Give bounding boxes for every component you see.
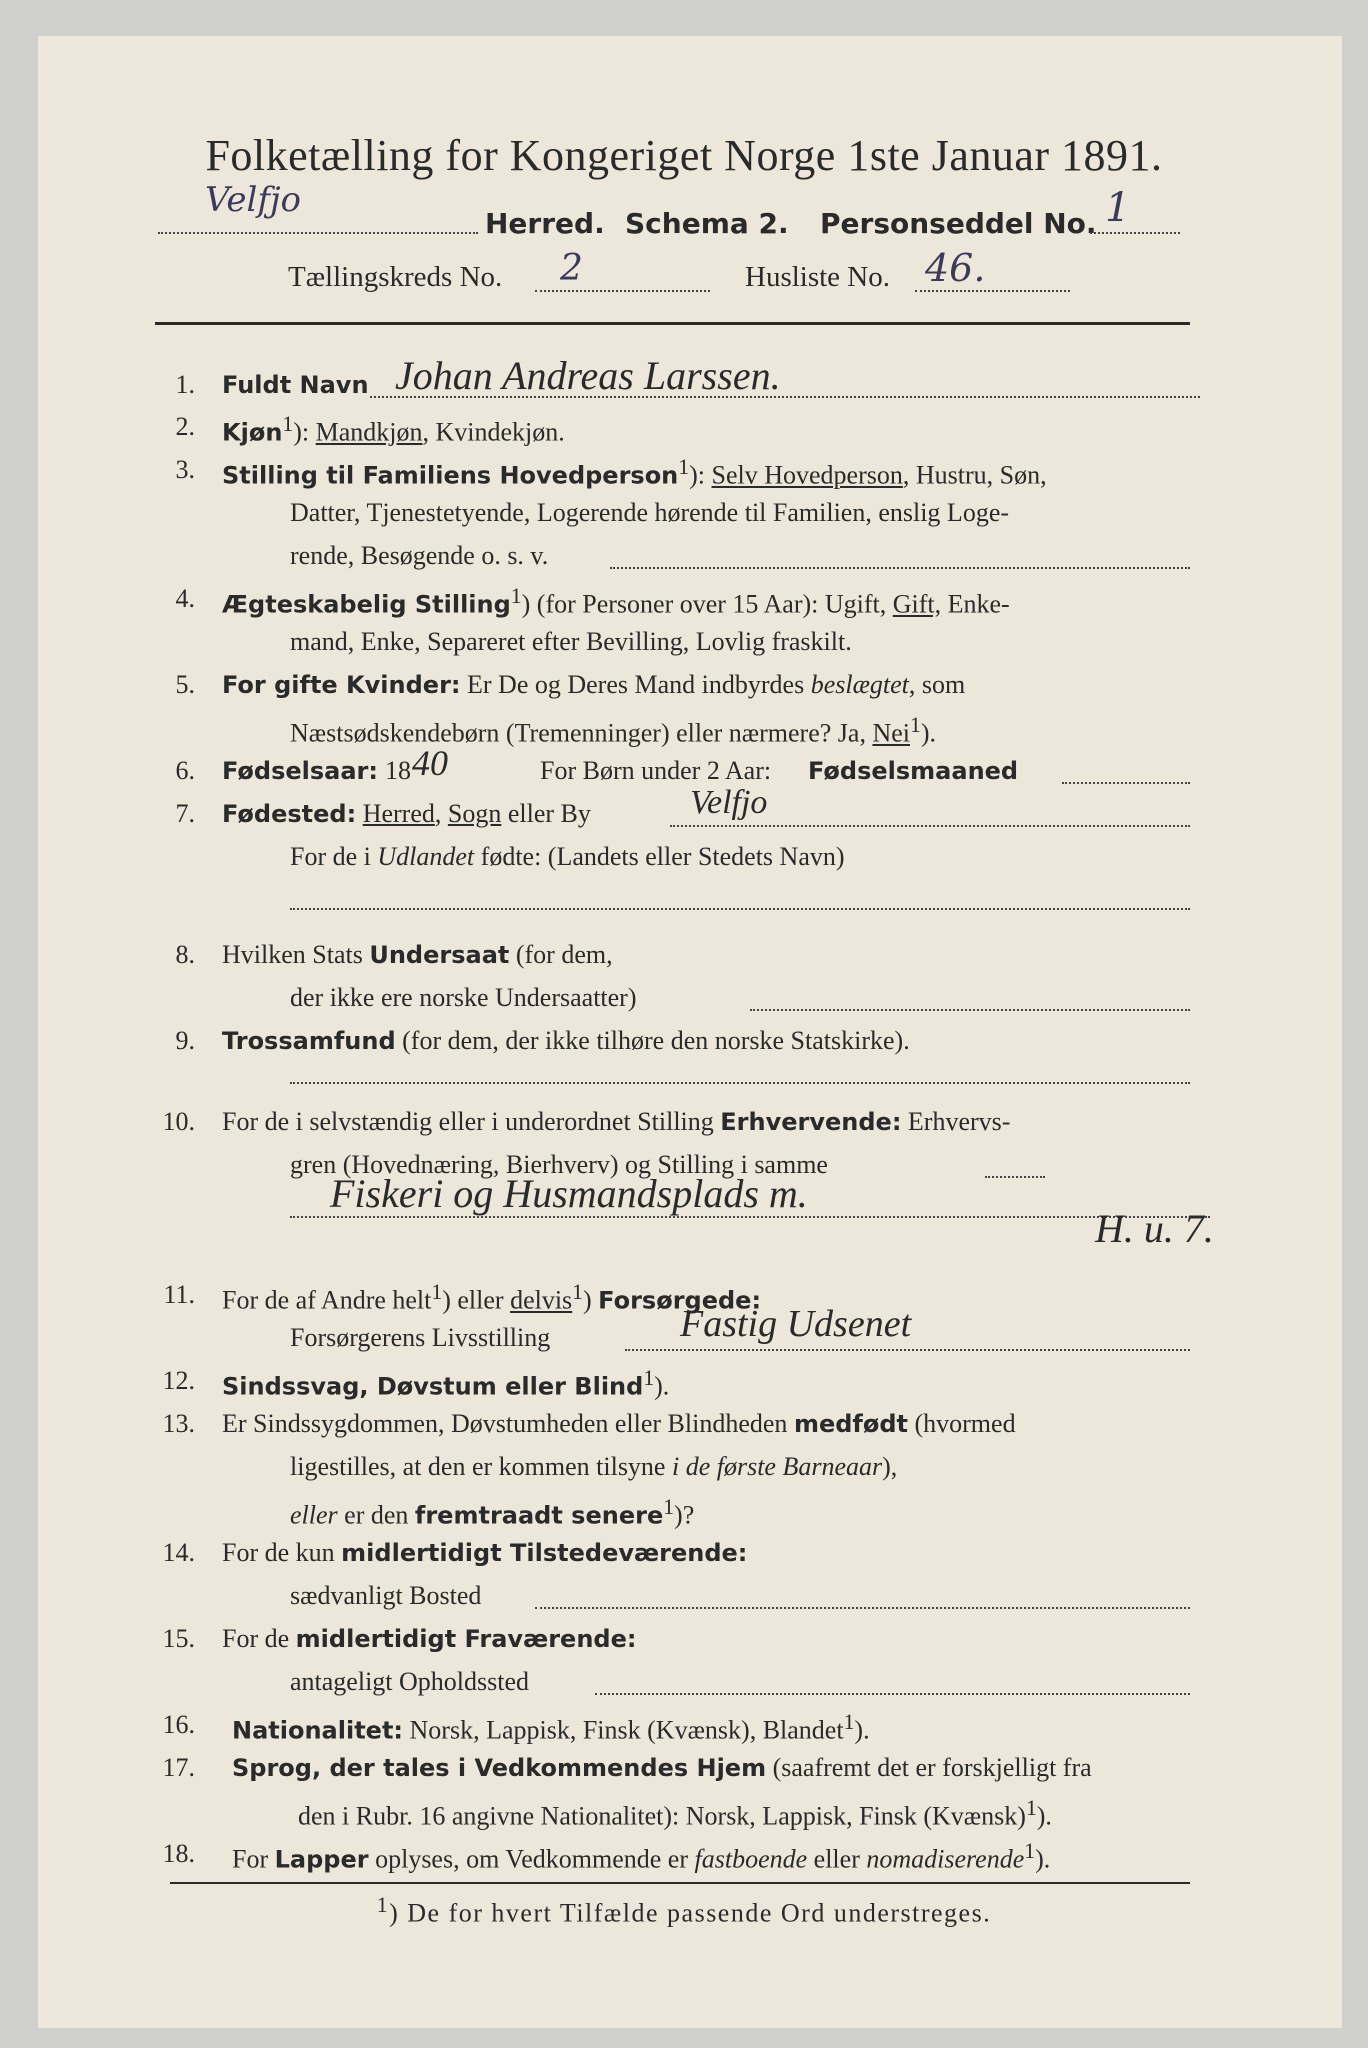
item-3-line3: rende, Besøgende o. s. v. — [290, 541, 549, 570]
item-7-line2-b: fødte: (Landets eller Stedets Navn) — [474, 842, 845, 871]
item-9-number: 9. — [175, 1026, 195, 1055]
item-16-number: 16. — [162, 1710, 195, 1739]
item-8-row — [222, 940, 613, 970]
item-17-label: Sprog, der tales i Vedkommendes Hjem — [232, 1754, 767, 1782]
item-4-label: Ægteskabelig Stilling — [222, 590, 511, 619]
item-5-text: Er De og Deres Mand indbyrdes — [460, 670, 811, 699]
item-14-dotline — [535, 1607, 1190, 1609]
item-13-line3 — [290, 1495, 694, 1531]
item-10-label: Erhvervende: — [720, 1108, 902, 1136]
item-15-dotline — [595, 1693, 1190, 1695]
item-18-text: For — [232, 1844, 275, 1874]
item-18-label: Lapper — [274, 1845, 369, 1874]
item-11-label: Forsørgede: — [598, 1286, 762, 1315]
item-7-line2-italic: Udlandet — [377, 842, 475, 871]
item-14-row — [222, 1538, 747, 1568]
item-12-row — [222, 1366, 669, 1402]
item-4-row — [222, 584, 1010, 620]
footnote-ref: 1 — [1025, 1796, 1037, 1820]
option-herred: Herred — [362, 799, 435, 828]
item-9-row — [222, 1026, 910, 1056]
item-7-value: Velfjo — [690, 784, 768, 821]
item-6-prefix: 18 — [385, 756, 411, 785]
item-11-text: For de af Andre helt — [222, 1285, 432, 1315]
footnote-ref: 1 — [572, 1280, 583, 1304]
item-18-text-c: eller — [807, 1844, 867, 1874]
item-18-text-b: oplyses, om Vedkommende er — [368, 1844, 695, 1874]
item-7-number: 7. — [175, 799, 195, 828]
item-18-italic-2: nomadiserende — [866, 1844, 1025, 1874]
husliste-value: 46. — [925, 246, 986, 290]
item-11-text-b: ) eller — [442, 1285, 511, 1315]
item-13-line2-a: ligestilles, at den er kommen tilsyne — [290, 1452, 672, 1481]
item-10-text: For de i selvstændig eller i underordnet Stilling — [222, 1107, 721, 1136]
item-8-dotline — [750, 1009, 1190, 1011]
item-18-row: For Lapper oplyses, om Vedkommende er fastboende eller nomadiserende$^1$). — [232, 1839, 1051, 1874]
item-14-number: 14. — [162, 1538, 195, 1567]
option-kvindekjon: , Kvindekjøn. — [422, 417, 565, 447]
item-3-label: Stilling til Familiens Hovedperson — [222, 461, 679, 490]
item-7-dotline-2 — [290, 908, 1190, 910]
item-11-number: 11. — [163, 1280, 195, 1309]
item-12-text: ). — [654, 1371, 670, 1401]
item-7-row: Fødested: Herred, Sogn eller By — [222, 799, 591, 828]
item-13-line2-italic: i de første Barneaar — [671, 1452, 883, 1481]
option-gift: Gift, — [892, 589, 942, 619]
option-mandkjon: Mandkjøn — [315, 417, 423, 447]
item-1-number: 1. — [175, 370, 195, 399]
item-4-line2: mand, Enke, Separeret efter Bevilling, Lovlig fraskilt. — [290, 627, 852, 656]
item-13-text: Er Sindssygdommen, Døvstumheden eller Blindheden — [222, 1409, 794, 1438]
item-9-text: (for dem, der ikke tilhøre den norske Statskirke). — [395, 1026, 910, 1055]
item-7-line2 — [290, 842, 845, 872]
item-5-line2-text: Næstsødskendebørn (Tremenninger) eller nærmere? Ja, — [290, 718, 873, 748]
footnote-ref: 1 — [431, 1280, 443, 1304]
item-9-dotline — [290, 1082, 1190, 1084]
item-1-label: Fuldt Navn — [222, 371, 369, 399]
item-12-number: 12. — [162, 1366, 195, 1395]
item-8-text: Hvilken Stats — [222, 940, 370, 969]
item-14-text: For de kun — [222, 1538, 342, 1567]
item-7-line2-a: For de i — [290, 842, 378, 871]
item-17-row — [232, 1753, 1092, 1783]
footnote-ref: 1 — [843, 1710, 855, 1734]
item-15-number: 15. — [162, 1624, 195, 1653]
item-2-label: Kjøn — [222, 418, 283, 447]
item-18-italic-1: fastboende — [694, 1844, 808, 1874]
item-13-line2-b: ), — [882, 1452, 898, 1481]
item-10-number: 10. — [162, 1107, 195, 1136]
item-17-number: 17. — [162, 1753, 195, 1782]
item-4-text-b: Enke- — [941, 589, 1010, 619]
footnote-text: De for hvert Tilfælde passende Ord understreges. — [407, 1898, 992, 1928]
taellingskreds-value: 2 — [560, 248, 583, 289]
item-13-line2 — [290, 1452, 897, 1482]
item-6-label2: Fødselsmaaned — [808, 757, 1019, 785]
husliste-label: Husliste No. — [745, 261, 890, 293]
herred-label: Herred. — [485, 207, 605, 240]
personseddel-dotline — [1090, 232, 1180, 234]
item-3-dotline — [610, 567, 1190, 569]
item-10-line2: gren (Hovednæring, Bierhverv) og Stilling i samme — [290, 1150, 828, 1179]
item-8-label: Undersaat — [369, 941, 510, 969]
item-6-text: For Børn under 2 Aar: — [540, 756, 772, 785]
option-selv-hovedperson: Selv Hovedperson — [711, 460, 903, 490]
personseddel-value: 1 — [1105, 185, 1131, 231]
item-6-dotline — [1062, 782, 1190, 784]
herred-dotline — [158, 232, 478, 234]
item-5-text-b: , som — [908, 670, 966, 699]
item-2-row — [222, 412, 565, 448]
item-6-label: Fødselsaar: — [222, 757, 378, 785]
schema-label: Schema 2. — [625, 207, 789, 240]
item-13-label: medfødt — [793, 1410, 908, 1438]
item-16-label: Nationalitet: — [232, 1716, 404, 1745]
item-17-line2: den i Rubr. 16 angivne Nationalitet): Norsk, Lappisk, Finsk (Kvænsk)$^1$). — [298, 1796, 1052, 1831]
form-title: Folketælling for Kongeriget Norge 1ste Januar 1891. — [205, 131, 1163, 180]
item-10-dotline — [985, 1176, 1045, 1178]
item-17-line2-text: den i Rubr. 16 angivne Nationalitet): Norsk, Lappisk, Finsk (Kvænsk) — [298, 1801, 1026, 1831]
footer-rule — [170, 1882, 1190, 1884]
item-2-number: 2. — [175, 412, 195, 441]
footnote-ref: 1 — [510, 584, 522, 608]
item-3-line2: Datter, Tjenestetyende, Logerende hørende til Familien, enslig Loge- — [290, 498, 1010, 527]
item-15-text: For de — [222, 1624, 296, 1653]
item-10-row — [222, 1107, 1010, 1137]
header-rule — [155, 322, 1190, 325]
item-8-text-b: (for dem, — [509, 940, 613, 969]
item-13-text-b: (hvormed — [907, 1409, 1016, 1438]
item-15-line2: antageligt Opholdssted — [290, 1667, 530, 1696]
option-sogn: Sogn — [447, 799, 502, 828]
item-15-label: midlertidigt Fraværende: — [295, 1625, 637, 1653]
item-3-row — [222, 455, 1047, 491]
item-16-text: Norsk, Lappisk, Finsk (Kvænsk), Blandet — [403, 1715, 844, 1745]
item-6-value: 40 — [412, 743, 448, 783]
footnote: $^1$) De for hvert Tilfælde passende Ord understreges. — [376, 1893, 992, 1928]
item-4-number: 4. — [175, 584, 195, 613]
taellingskreds-label: Tællingskreds No. — [288, 261, 503, 293]
item-16-row: Nationalitet: Norsk, Lappisk, Finsk (Kvænsk), Blandet$^1$). — [232, 1710, 870, 1745]
item-13-line3-a: er den — [337, 1500, 415, 1530]
item-7-dotline — [670, 825, 1190, 827]
footnote-ref: 1 — [643, 1366, 655, 1390]
item-8-number: 8. — [175, 940, 195, 969]
item-14-line2: sædvanligt Bosted — [290, 1581, 482, 1610]
husliste-dotline — [915, 290, 1070, 292]
footnote-ref: 1 — [282, 412, 294, 436]
item-11-dotline — [625, 1349, 1190, 1351]
footnote-ref: 1 — [1024, 1839, 1036, 1863]
herred-value: Velfjo — [205, 180, 302, 220]
item-3-number: 3. — [175, 455, 195, 484]
item-11-line2: Forsørgerens Livsstilling — [290, 1323, 551, 1352]
item-10-text-b: Erhvervs- — [901, 1107, 1011, 1136]
taellingskreds-dotline — [535, 290, 710, 292]
item-14-label: midlertidigt Tilstedeværende: — [341, 1539, 748, 1567]
item-11-value: Fastig Udsenet — [680, 1303, 912, 1345]
item-13-line3-c: )? — [674, 1500, 695, 1530]
item-13-row — [222, 1409, 1016, 1439]
footnote-ref: 1 — [910, 713, 921, 737]
option-nei: Nei — [872, 718, 910, 748]
item-5-row — [222, 670, 965, 700]
item-10-value: Fiskeri og Husmandsplads m. — [330, 1171, 808, 1216]
item-11-text-c: ) — [583, 1285, 599, 1315]
item-7-text: eller By — [501, 799, 591, 828]
item-9-label: Trossamfund — [222, 1027, 396, 1055]
item-5-italic: beslægtet — [810, 670, 909, 699]
personseddel-label: Personseddel No. — [820, 207, 1097, 240]
option-delvis: delvis — [510, 1285, 573, 1315]
item-3-text-b: , Hustru, Søn, — [902, 460, 1047, 490]
item-5-line2: Næstsødskendebørn (Tremenninger) eller nærmere? Ja, Nei$^1$). — [290, 713, 936, 748]
item-15-row — [222, 1624, 636, 1654]
item-13-line3-italic: eller — [290, 1500, 338, 1530]
footnote-ref: 1 — [663, 1495, 675, 1519]
item-13-number: 13. — [162, 1409, 195, 1438]
item-13-line3-bold: fremtraadt senere — [414, 1501, 664, 1530]
item-10-occupation-code: H. u. 7. — [1095, 1206, 1214, 1251]
item-4-text: ) (for Personer over 15 Aar): Ugift, — [521, 589, 893, 619]
item-5-number: 5. — [175, 670, 195, 699]
item-12-label: Sindssvag, Døvstum eller Blind — [222, 1372, 644, 1401]
item-6-number: 6. — [175, 756, 195, 785]
item-2-text: ): — [293, 417, 316, 447]
footnote-ref: 1 — [678, 455, 690, 479]
item-1-value: Johan Andreas Larssen. — [395, 353, 781, 398]
item-17-text: (saafremt det er forskjelligt fra — [766, 1753, 1092, 1782]
item-7-label: Fødested: — [222, 800, 357, 828]
item-18-number: 18. — [162, 1839, 195, 1868]
item-5-label: For gifte Kvinder: — [222, 671, 461, 699]
item-8-line2: der ikke ere norske Undersaatter) — [290, 983, 637, 1012]
item-3-text: ): — [689, 460, 712, 490]
footnote-mark: 1 — [376, 1893, 390, 1917]
